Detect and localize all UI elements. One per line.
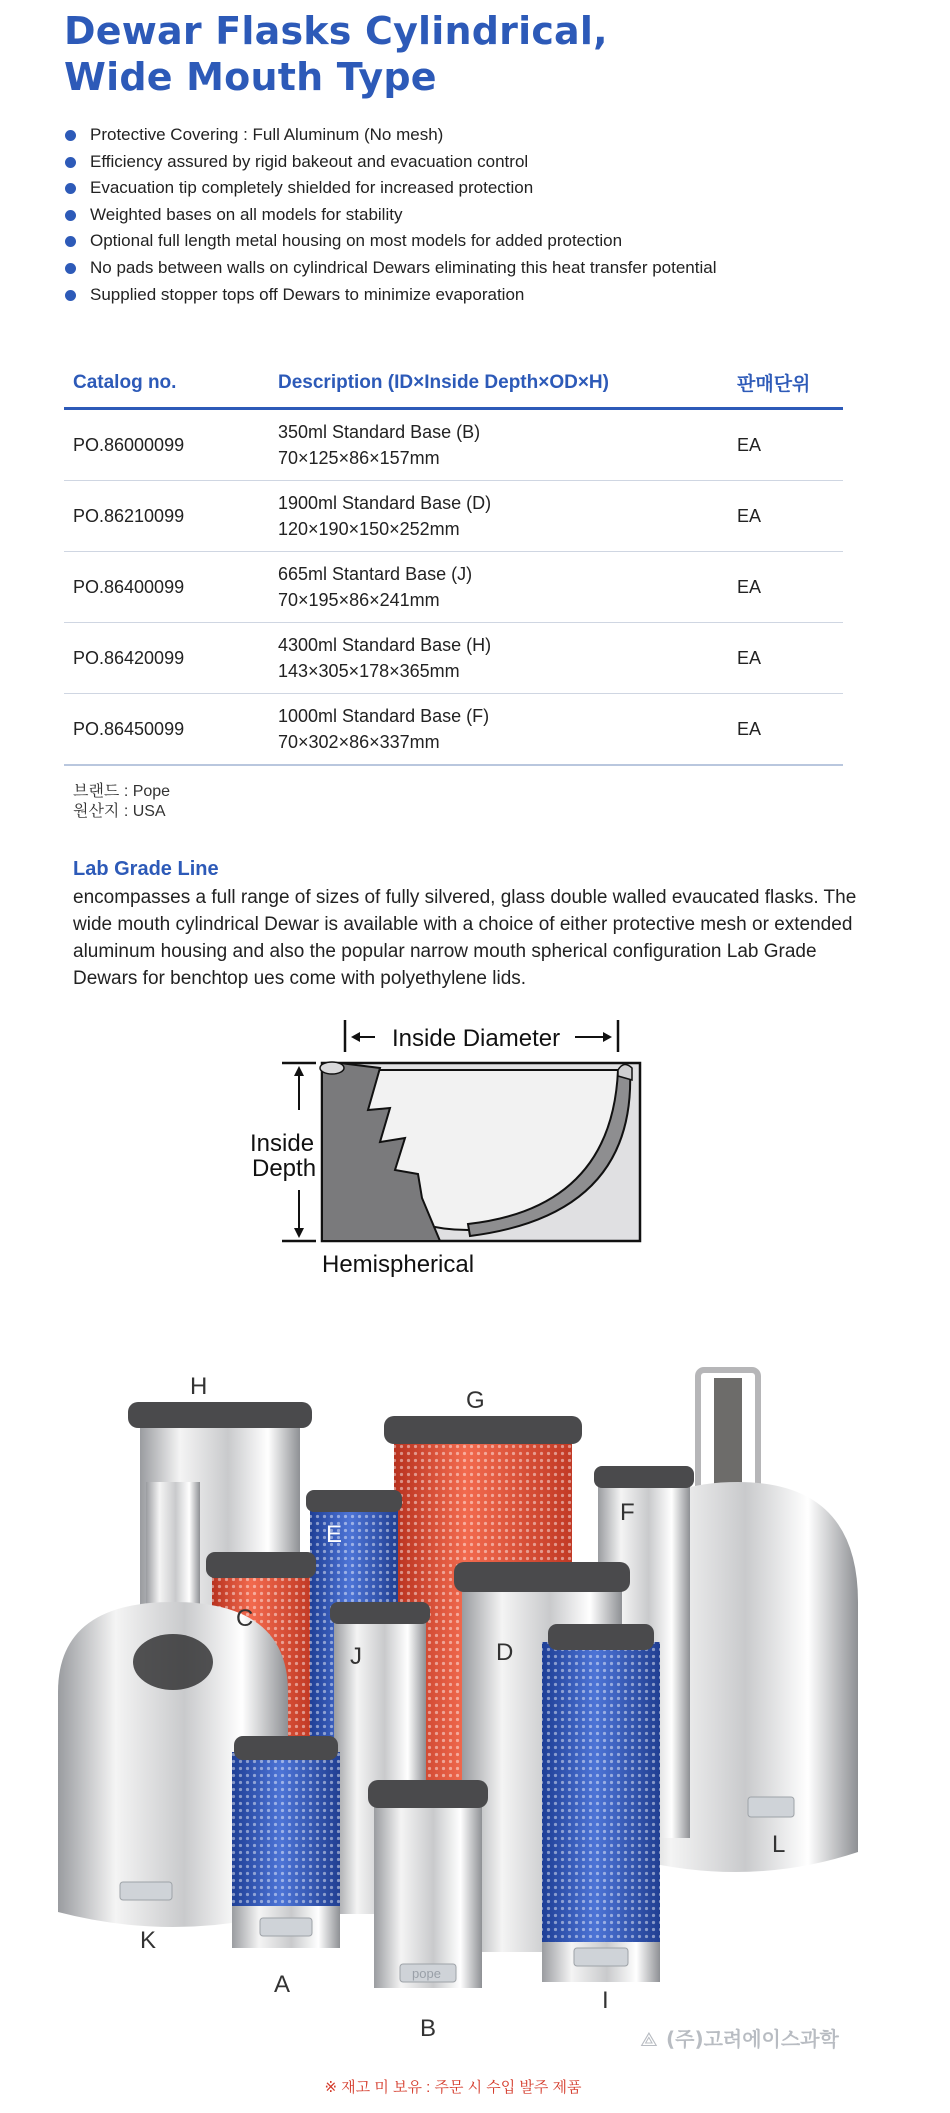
label-e: E [326,1521,343,1548]
description-dimensions: 70×195×86×241mm [278,590,440,610]
product-meta [73,782,170,822]
dewar-product-photo [48,1352,868,2052]
description-cell [269,623,728,694]
lab-grade-heading: Lab Grade Line [73,858,219,880]
description-name: 665ml Stantard Base (J) [278,564,473,584]
label-a: A [274,1971,291,1998]
sales-unit: EA [728,481,843,552]
label-f: F [620,1499,635,1526]
depth-label: Depth [252,1155,317,1182]
label-d: D [496,1639,514,1666]
sales-unit: EA [728,694,843,766]
table-row [64,552,843,623]
description-cell [269,409,728,481]
table-row [64,409,843,481]
catalog-number: PO.86400099 [64,552,269,623]
title-line-1: Dewar Flasks Cylindrical, [64,9,608,53]
description-dimensions: 143×305×178×365mm [278,661,460,681]
catalog-number: PO.86450099 [64,694,269,766]
description-cell [269,694,728,766]
feature-item: Weighted bases on all models for stability [64,202,717,229]
table-row [64,481,843,552]
vessel-lip-left [320,1062,344,1074]
catalog-number: PO.86420099 [64,623,269,694]
description-name: 1900ml Standard Base (D) [278,493,492,513]
hemispherical-label: Hemispherical [322,1251,475,1278]
description-name: 4300ml Standard Base (H) [278,635,492,655]
label-j: J [350,1643,362,1670]
sales-unit: EA [728,623,843,694]
description-name: 1000ml Standard Base (F) [278,706,490,726]
feature-item: Optional full length metal housing on most models for added protection [64,228,717,255]
inside-diameter-label: Inside Diameter [392,1025,561,1052]
table-row [64,623,843,694]
table-row [64,694,843,766]
dewar-a [232,1736,340,1948]
label-c: C [236,1605,254,1632]
catalog-number: PO.86000099 [64,409,269,481]
feature-item: Evacuation tip completely shielded for increased protection [64,175,717,202]
dewar-i [542,1624,660,1982]
inside-label: Inside [250,1130,315,1157]
feature-item: No pads between walls on cylindrical Dewars eliminating this heat transfer potential [64,255,717,282]
feature-list [64,122,717,308]
description-dimensions: 120×190×150×252mm [278,519,460,539]
label-l: L [772,1831,786,1858]
diameter-arrowhead-left [351,1032,360,1042]
sales-unit: EA [728,409,843,481]
header-description: Description (ID×Inside Depth×OD×H) [269,358,728,409]
description-cell [269,481,728,552]
label-k: K [140,1927,157,1954]
description-dimensions: 70×302×86×337mm [278,732,440,752]
depth-arrowhead-bottom [294,1228,304,1238]
diameter-arrowhead-right [603,1032,612,1042]
page-title [64,8,608,100]
catalog-table [64,358,843,766]
description-name: 350ml Standard Base (B) [278,422,481,442]
dewar-b [368,1780,488,1988]
label-b: B [420,2015,437,2042]
stock-notice: ※ 재고 미 보유 : 주문 시 수입 발주 제품 [324,2079,582,2096]
header-unit: 판매단위 [728,358,843,409]
feature-item: Efficiency assured by rigid bakeout and evacuation control [64,149,717,176]
description-cell [269,552,728,623]
company-watermark: (주)고려에이스과학 [666,2027,839,2051]
description-dimensions: 70×125×86×157mm [278,448,440,468]
lab-grade-description: encompasses a full range of sizes of fully silvered, glass double walled evaucated flasks. The wide mouth cylindrical Dewar is available with a choice of either protective mesh or extended aluminum housing and also the popular narrow mouth spherical configuration Lab Grade Dewars for benchtop ues come with polyethylene lids. [73,887,857,989]
depth-arrowhead-top [294,1066,304,1076]
feature-item: Protective Covering : Full Aluminum (No mesh) [64,122,717,149]
label-i: I [602,1987,609,2014]
sales-unit: EA [728,552,843,623]
brand-line: 브랜드 : Pope [73,783,171,800]
label-h: H [190,1373,208,1400]
origin-line: 원산지 : USA [73,803,166,820]
company-logo-icon: ⟁ [640,2027,658,2051]
catalog-number: PO.86210099 [64,481,269,552]
hemispherical-diagram [240,1010,660,1280]
table-header-row [64,358,843,409]
header-catalog: Catalog no. [64,358,269,409]
label-g: G [466,1387,485,1414]
pope-logo: pope [412,1966,441,1981]
feature-item: Supplied stopper tops off Dewars to minimize evaporation [64,282,717,309]
title-line-2: Wide Mouth Type [64,55,437,99]
